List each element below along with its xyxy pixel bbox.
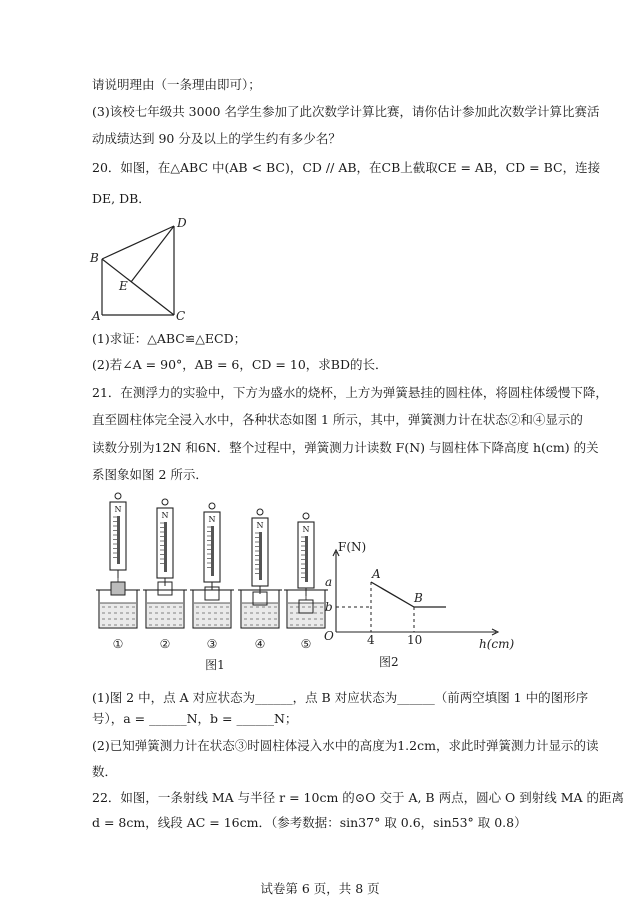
figure-2-caption: 图2: [379, 655, 399, 669]
state-label: ④: [254, 637, 266, 651]
y-tick-b: b: [325, 600, 333, 614]
text-line-14: (2)已知弹簧测力计在状态③时圆柱体浸入水中的高度为1.2cm，求此时弹簧测力计显示的读: [92, 738, 599, 753]
text-line-15: 数．: [92, 764, 118, 779]
text-line-3: 动成绩达到 90 分及以上的学生约有多少名？: [92, 131, 341, 146]
page-footer: 试卷第 6 页，共 8 页: [260, 881, 380, 896]
state-label: ②: [159, 637, 171, 651]
figure-1-caption: 图1: [205, 658, 225, 672]
y-axis-label: F(N): [338, 540, 367, 554]
series-line: [371, 582, 446, 607]
text-line-5: DE, DB．: [92, 191, 151, 206]
label-e: E: [119, 279, 128, 293]
label-b: B: [90, 251, 99, 265]
cylinder: [111, 582, 125, 595]
label-a: A: [92, 309, 101, 323]
scale-unit-label: N: [302, 525, 310, 534]
point-a-label: A: [372, 567, 381, 581]
origin-label: O: [324, 629, 334, 643]
scale-unit-label: N: [114, 505, 122, 514]
text-line-6: (1)求证：△ABC≌△ECD；: [92, 331, 247, 346]
scale-unit-label: N: [256, 521, 264, 530]
x-tick-4: 4: [367, 633, 375, 647]
label-c: C: [176, 309, 186, 323]
scale-unit-label: N: [161, 511, 169, 520]
state-label: ⑤: [300, 637, 312, 651]
text-line-10: 读数分别为12N 和6N．整个过程中，弹簧测力计读数 F(N) 与圆柱体下降高度 h(cm) 的关: [92, 440, 599, 455]
text-line-2: (3)该校七年级共 3000 名学生参加了此次数学计算比赛，请你估计参加此次数学计算比赛活: [92, 104, 600, 119]
text-line-9: 直至圆柱体完全浸入水中，各种状态如图 1 所示，其中，弹簧测力计在状态②和④显示的: [92, 412, 583, 427]
scale-unit-label: N: [208, 515, 216, 524]
point-b-label: B: [414, 591, 423, 605]
label-d: D: [177, 216, 187, 230]
y-tick-a: a: [325, 575, 333, 589]
question-21-stem: 21．在测浮力的实验中，下方为盛水的烧杯，上方为弹簧悬挂的圆柱体，将圆柱体缓慢下降，: [92, 385, 608, 400]
x-axis-label: h(cm): [479, 637, 515, 651]
triangle-figure: [88, 212, 198, 324]
state-label: ③: [206, 637, 218, 651]
figure-2: [316, 540, 516, 670]
text-line-17: d = 8cm，线段 AC = 16cm．（参考数据：sin37° 取 0.6，sin53° 取 0.8）: [92, 815, 527, 830]
text-line-7: (2)若∠A = 90°，AB = 6，CD = 10，求BD的长．: [92, 357, 388, 372]
text-line-12: (1)图 2 中，点 A 对应状态为______，点 B 对应状态为______（前两空填图 1 中的图形序: [92, 690, 589, 705]
text-line-1: 请说明理由（一条理由即可）；: [92, 77, 261, 92]
text-line-13: 号），a = ______N，b = ______N；: [92, 711, 298, 726]
x-tick-10: 10: [407, 633, 423, 647]
question-20-stem: 20．如图，在△ABC 中(AB < BC)，CD // AB，在CB上截取CE = AB，CD = BC，连接: [92, 160, 601, 175]
figure-1: [90, 490, 335, 680]
question-22-stem: 22．如图，一条射线 MA 与半径 r = 10cm 的⊙O 交于 A, B 两点，圆心 O 到射线 MA 的距离: [92, 790, 625, 805]
state-label: ①: [112, 637, 124, 651]
text-line-11: 系图象如图 2 所示．: [92, 467, 208, 482]
